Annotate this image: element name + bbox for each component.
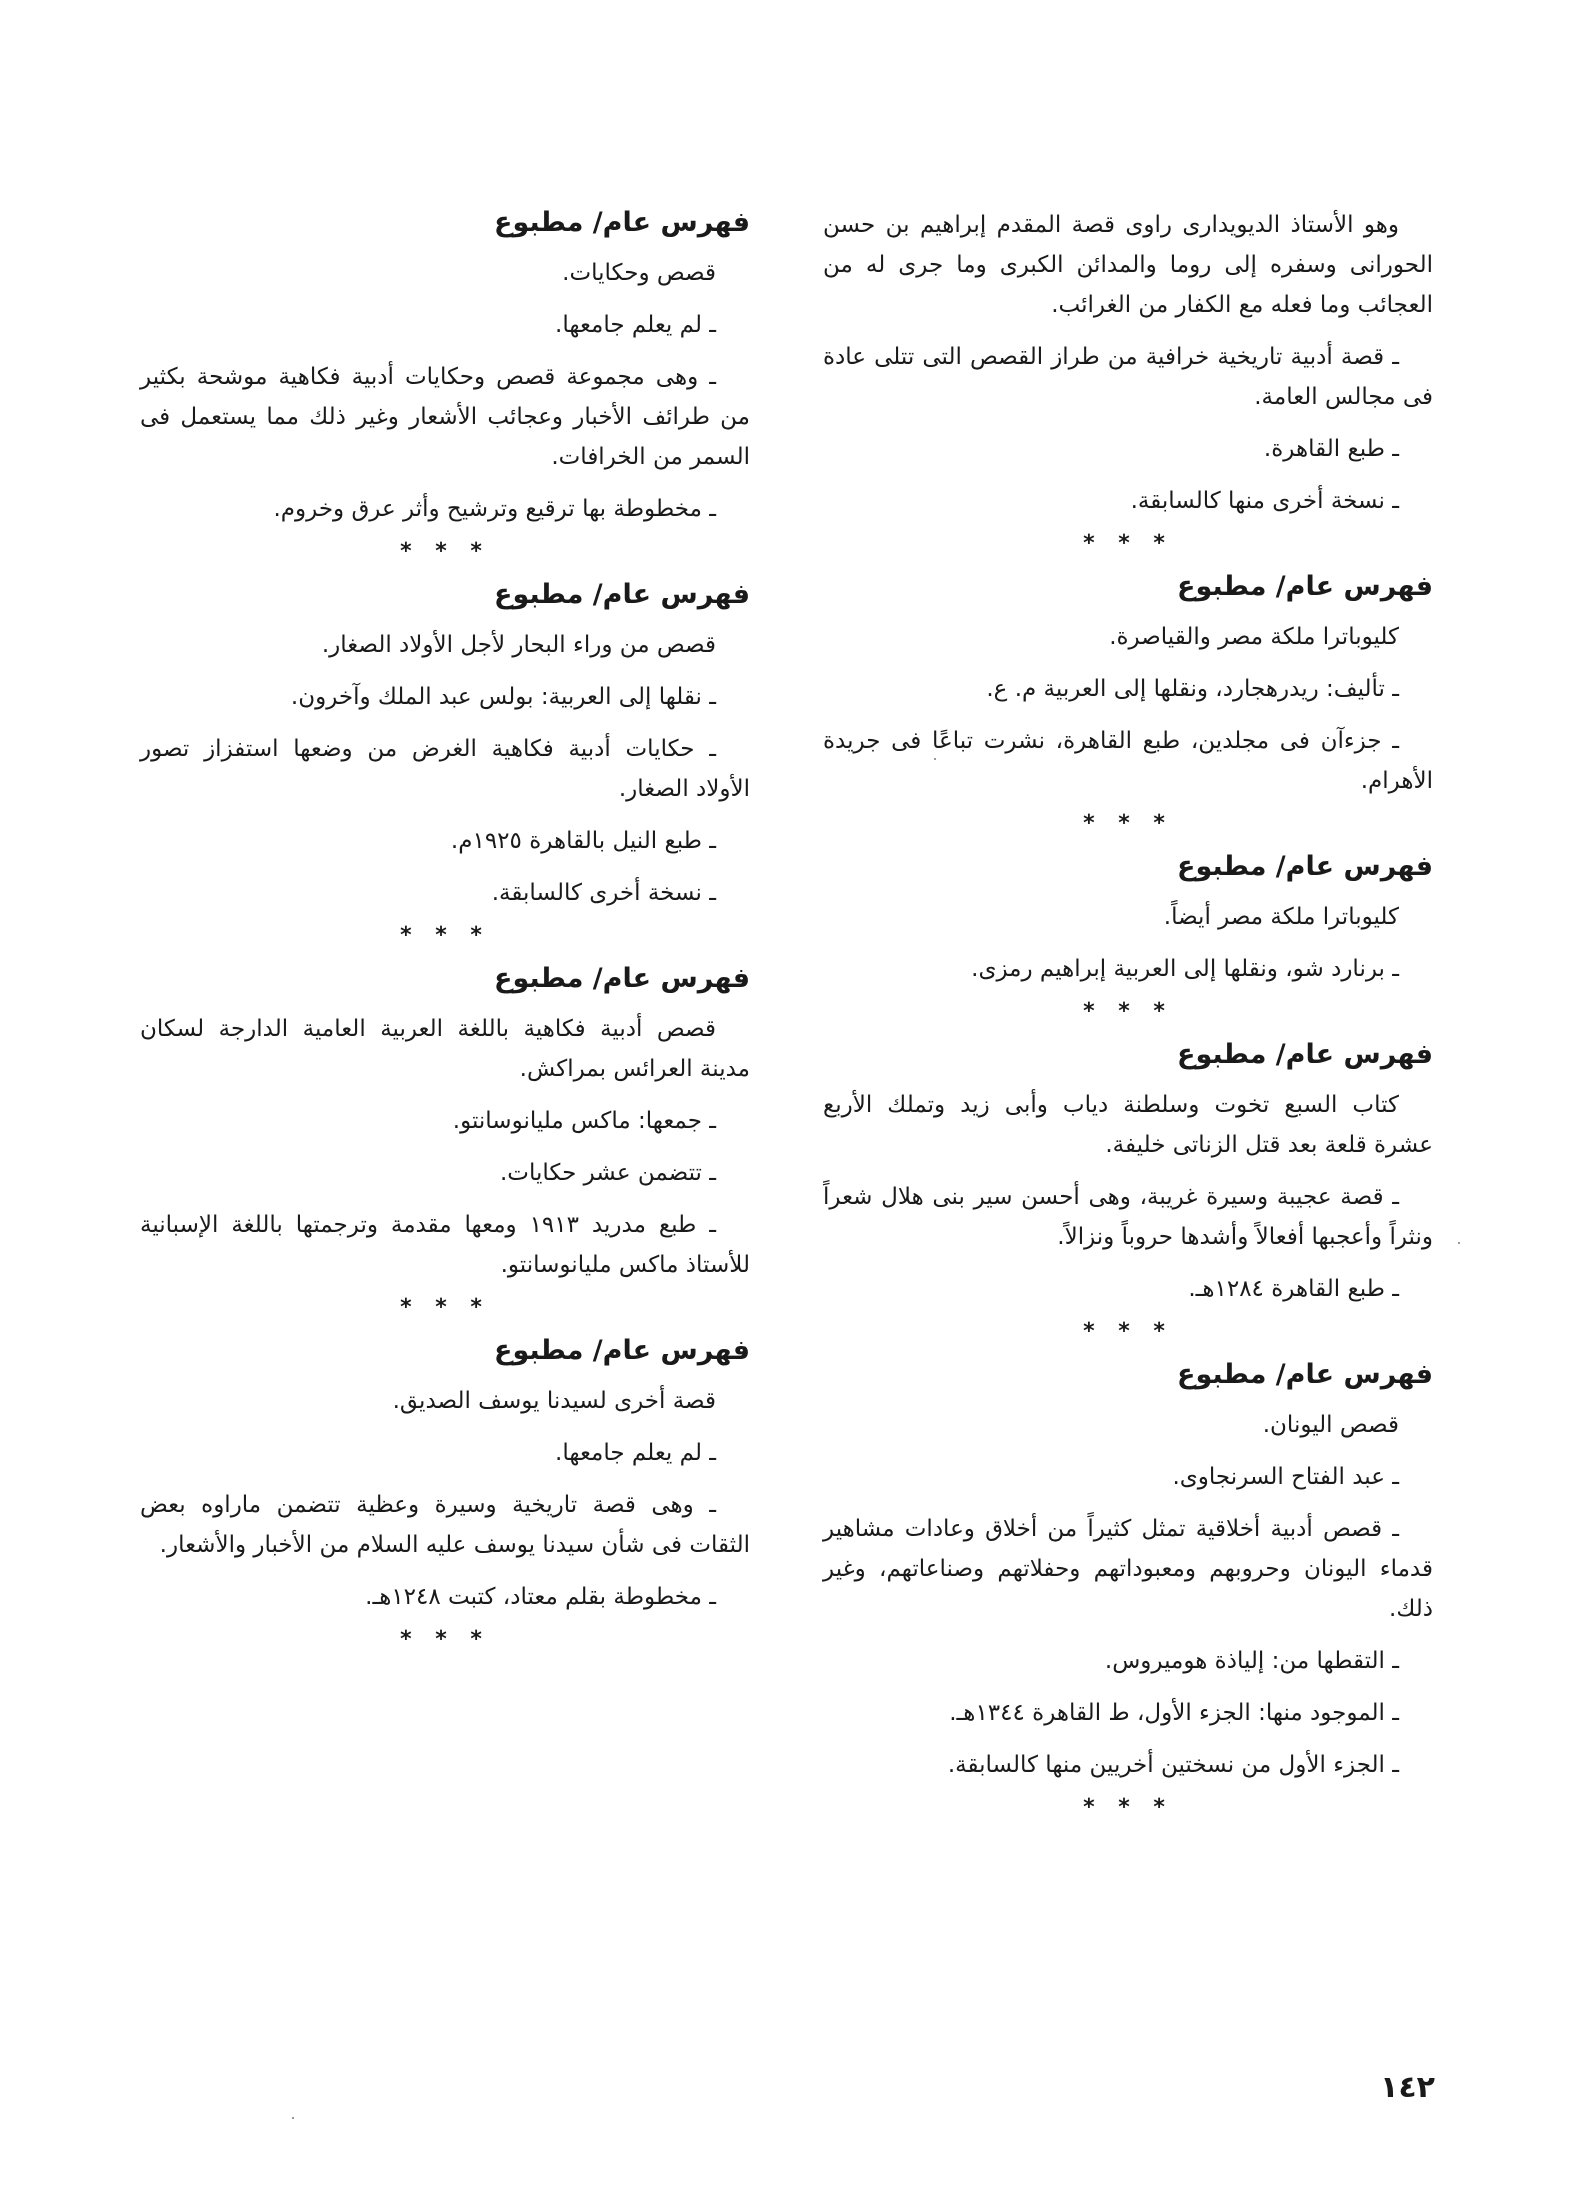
page-number: ١٤٢ [1380,2070,1435,2105]
entry-text: ـ تأليف: ريدرهجارد، ونقلها إلى العربية م. ع. [986,676,1399,702]
scan-speck [1458,1242,1460,1244]
entry-text: ـ لم يعلم جامعها. [555,1440,716,1466]
entry-heading: فهرس عام/ مطبوع [494,1335,750,1366]
left-column [140,205,750,1665]
entry-text: ـ التقطها من: إلياذة هوميروس. [1104,1648,1399,1674]
entry-text: ـ برنارد شو، ونقلها إلى العربية إبراهيم رمزى. [971,956,1399,982]
separator-stars: * * * [400,539,490,564]
separator-stars: * * * [400,923,490,948]
catalog-entry [140,205,750,563]
entry-title: قصص من وراء البحار لأجل الأولاد الصغار. [321,632,716,658]
entry-heading: فهرس عام/ مطبوع [1177,1039,1433,1070]
entry-text: ـ لم يعلم جامعها. [555,312,716,338]
separator-stars: * * * [400,1295,490,1320]
entry-text: ـ نسخة أخرى منها كالسابقة. [1130,488,1399,514]
entry-text: ـ طبع القاهرة. [1263,436,1399,462]
entry-text: ـ الجزء الأول من نسختين أخريين منها كالسابقة. [947,1752,1399,1778]
entry-title: قصص اليونان. [1262,1412,1399,1438]
entry-text: ـ حكايات أدبية فكاهية الغرض من وضعها استفزاز تصور الأولاد الصغار. [140,736,750,802]
entry-title: كتاب السبع تخوت وسلطنة دياب وأبى زيد وتملك الأربع عشرة قلعة بعد قتل الزناتى خليفة. [823,1092,1433,1158]
catalog-entry [140,577,750,947]
entry-text: ـ جزءآن فى مجلدين، طبع القاهرة، نشرت تباعًا فى جريدة الأهرام. [823,728,1433,794]
entry-text: ـ مخطوطة بها ترقيع وترشيح وأثر عرق وخروم. [273,496,716,522]
entry-title: كليوباترا ملكة مصر والقياصرة. [1109,624,1399,650]
separator-stars: * * * [400,1627,490,1652]
entry-text: ـ نسخة أخرى كالسابقة. [491,880,716,906]
separator-stars: * * * [1083,1319,1173,1344]
catalog-entry-intro [823,205,1433,555]
entry-heading: فهرس عام/ مطبوع [1177,571,1433,602]
separator-stars: * * * [1083,999,1173,1024]
entry-title: قصة أخرى لسيدنا يوسف الصديق. [392,1388,716,1414]
separator-stars: * * * [1083,1795,1173,1820]
catalog-entry [140,961,750,1319]
catalog-entry [823,1357,1433,1819]
catalog-entry [823,1037,1433,1343]
scan-speck [934,758,936,760]
entry-heading: فهرس عام/ مطبوع [494,207,750,238]
entry-heading: فهرس عام/ مطبوع [494,963,750,994]
entry-text: ـ عبد الفتاح السرنجاوى. [1172,1464,1399,1490]
entry-text: ـ وهى مجموعة قصص وحكايات أدبية فكاهية موشحة بكثير من طرائف الأخبار وعجائب الأشعار وغير ذلك مما يستعمل فى السمر من الخرافات. [140,364,750,470]
entry-heading: فهرس عام/ مطبوع [494,579,750,610]
entry-text: ـ جمعها: ماكس مليانوسانتو. [452,1108,716,1134]
entry-title: قصص أدبية فكاهية باللغة العربية العامية الدارجة لسكان مدينة العرائس بمراكش. [140,1016,750,1082]
entry-text: ـ وهى قصة تاريخية وسيرة وعظية تتضمن ماراوه بعض الثقات فى شأن سيدنا يوسف عليه السلام من الأخبار والأشعار. [140,1492,750,1558]
entry-text: وهو الأستاذ الديويدارى راوى قصة المقدم إبراهيم بن حسن الحورانى وسفره إلى روما والمدائن الكبرى وما جرى له من العجائب وما فعله مع الكفار من الغرائب. [823,212,1433,318]
entry-text: ـ طبع القاهرة ١٢٨٤هـ. [1188,1276,1399,1302]
entry-text: ـ الموجود منها: الجزء الأول، ط القاهرة ١٣٤٤هـ. [949,1700,1399,1726]
scan-speck [292,2117,294,2119]
entry-title: كليوباترا ملكة مصر أيضاً. [1163,904,1399,930]
entry-text: ـ نقلها إلى العربية: بولس عبد الملك وآخرون. [290,684,716,710]
entry-text: ـ قصة أدبية تاريخية خرافية من طراز القصص التى تتلى عادة فى مجالس العامة. [823,344,1433,410]
catalog-entry [140,1333,750,1651]
entry-heading: فهرس عام/ مطبوع [1177,1359,1433,1390]
separator-stars: * * * [1083,811,1173,836]
right-column [823,205,1433,1833]
entry-text: ـ قصص أدبية أخلاقية تمثل كثيراً من أخلاق وعادات مشاهير قدماء اليونان وحروبهم ومعبوداتهم وحفلاتهم وصناعاتهم، وغير ذلك. [823,1516,1433,1622]
catalog-entry [823,569,1433,835]
entry-text: ـ طبع مدريد ١٩١٣ ومعها مقدمة وترجمتها باللغة الإسبانية للأستاذ ماكس مليانوسانتو. [140,1212,750,1278]
entry-text: ـ قصة عجيبة وسيرة غريبة، وهى أحسن سير بنى هلال شعراً ونثراً وأعجبها أفعالاً وأشدها حروباً ونزالاً. [823,1184,1433,1250]
entry-title: قصص وحكايات. [562,260,716,286]
separator-stars: * * * [1083,531,1173,556]
entry-text: ـ طبع النيل بالقاهرة ١٩٢٥م. [450,828,716,854]
entry-heading: فهرس عام/ مطبوع [1177,851,1433,882]
entry-text: ـ تتضمن عشر حكايات. [500,1160,716,1186]
catalog-entry [823,849,1433,1023]
entry-text: ـ مخطوطة بقلم معتاد، كتبت ١٢٤٨هـ. [365,1584,716,1610]
